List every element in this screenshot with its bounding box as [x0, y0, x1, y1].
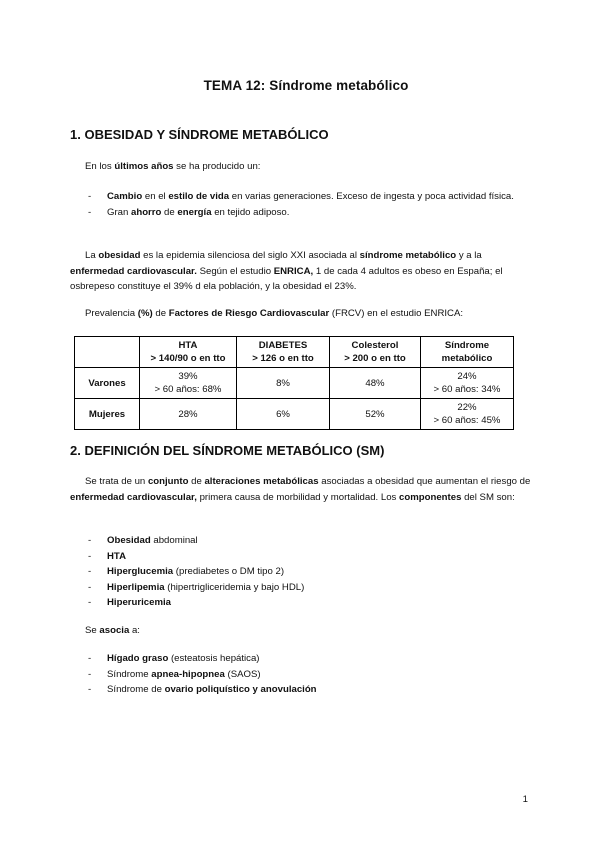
table-header-diabetes: DIABETES > 126 o en tto: [237, 337, 330, 368]
bold-text-run: Hiperglucemia: [107, 566, 174, 577]
table-row: [75, 368, 514, 399]
table-row: [75, 399, 514, 430]
section-1-intro: [70, 159, 534, 175]
cell-varones-hta: 39% > 60 años: 68%: [140, 368, 237, 399]
bold-text-run: últimos años: [114, 161, 174, 172]
cell-mujeres-sm: 22% > 60 años: 45%: [421, 399, 514, 430]
page-number: 1: [522, 794, 528, 805]
row-label-varones: Varones: [75, 368, 140, 399]
text-run: en varias generaciones. Exceso de ingesta y poca actividad física.: [229, 191, 514, 202]
bold-text-run: enfermedad cardiovascular.: [70, 265, 197, 277]
text-run: Síndrome de: [107, 684, 165, 695]
bold-text-run: Obesidad: [107, 535, 151, 546]
text-run: de: [161, 206, 178, 218]
bold-text-run: estilo de vida: [168, 191, 230, 202]
list-item: [88, 205, 528, 221]
list-item: [88, 533, 528, 549]
bold-text-run: (%): [137, 308, 153, 319]
section-1-heading: 1. OBESIDAD Y SÍNDROME METABÓLICO: [70, 127, 329, 142]
bold-text-run: Cambio: [107, 191, 143, 202]
text-run: del SM son:: [461, 491, 515, 503]
bold-text-run: Factores de Riesgo Cardiovascular: [168, 308, 330, 319]
section-1-bullet-list: [88, 189, 528, 220]
table-header-colesterol: Colesterol > 200 o en tto: [330, 337, 421, 368]
text-run: en tejido adiposo.: [211, 206, 290, 218]
text-run: (esteatosis hepática): [168, 653, 260, 664]
text-run: Prevalencia: [85, 308, 138, 319]
section-1-paragraph: [70, 248, 534, 295]
prevalence-intro: [70, 306, 534, 322]
bold-text-run: apnea-hipopnea: [151, 668, 225, 680]
table-corner-cell: [75, 337, 140, 368]
text-run: Según el estudio: [196, 265, 274, 277]
text-run: es la epidemia silenciosa del siglo XXI asociada al: [140, 250, 360, 261]
bold-text-run: componentes: [399, 491, 462, 503]
cell-mujeres-diabetes: 6%: [237, 399, 330, 430]
text-run: (hipertrigliceridemia y bajo HDL): [164, 581, 305, 593]
bold-text-run: ovario poliquístico y anovulación: [164, 684, 317, 695]
row-label-mujeres: Mujeres: [75, 399, 140, 430]
bold-text-run: ahorro: [131, 206, 162, 218]
bold-text-run: Hígado graso: [107, 653, 169, 664]
cell-mujeres-hta: 28%: [140, 399, 237, 430]
table-header-sindrome: Síndrome metabólico: [421, 337, 514, 368]
text-run: Gran: [107, 206, 131, 218]
sm-components-list: [88, 533, 528, 611]
text-run: En los: [85, 161, 115, 172]
text-run: se ha producido un:: [173, 161, 261, 172]
bold-text-run: Hiperuricemia: [107, 597, 171, 608]
section-2-heading: 2. DEFINICIÓN DEL SÍNDROME METABÓLICO (SM): [70, 443, 385, 458]
bold-text-run: conjunto: [147, 476, 189, 487]
bold-text-run: síndrome metabólico: [359, 250, 457, 261]
text-run: asociadas a obesidad que aumentan el riesgo de: [318, 476, 531, 487]
text-run: a:: [129, 625, 140, 636]
text-run: Se trata de un: [85, 476, 148, 487]
text-run: Síndrome: [107, 668, 152, 680]
bold-text-run: alteraciones metabólicas: [204, 476, 319, 487]
text-run: Se: [85, 625, 100, 636]
text-run: en el: [142, 191, 169, 202]
cell-varones-sm: 24% > 60 años: 34%: [421, 368, 514, 399]
list-item: [88, 682, 528, 698]
bold-text-run: obesidad: [98, 250, 141, 261]
text-run: (prediabetes o DM tipo 2): [173, 566, 285, 577]
page-title: TEMA 12: Síndrome metabólico: [203, 78, 409, 93]
bold-text-run: asocia: [99, 625, 130, 636]
cell-varones-colesterol: 48%: [330, 368, 421, 399]
text-run: abdominal: [150, 535, 198, 546]
section-2-paragraph: [70, 474, 534, 505]
table-header-hta: HTA > 140/90 o en tto: [140, 337, 237, 368]
list-item: [88, 651, 528, 667]
bold-text-run: ENRICA,: [273, 265, 314, 277]
list-item: [88, 667, 528, 683]
list-item: [88, 549, 528, 565]
bold-text-run: HTA: [107, 550, 127, 562]
cell-varones-diabetes: 8%: [237, 368, 330, 399]
list-item: [88, 189, 528, 205]
bold-text-run: enfermedad cardiovascular,: [70, 491, 197, 503]
associated-conditions-list: [88, 651, 528, 698]
frcv-prevalence-table: [74, 336, 514, 430]
text-run: La: [85, 250, 99, 261]
text-run: y a la: [456, 250, 482, 261]
bold-text-run: Hiperlipemia: [107, 581, 165, 593]
text-run: (FRCV) en el estudio ENRICA:: [329, 308, 464, 319]
associated-intro: [70, 623, 534, 639]
bold-text-run: energía: [177, 206, 212, 218]
text-run: de: [152, 308, 169, 319]
text-run: de: [188, 476, 205, 487]
text-run: (SAOS): [224, 668, 261, 680]
text-run: primera causa de morbilidad y mortalidad. Los: [196, 491, 400, 503]
table-header-row: [75, 337, 514, 368]
text-run: 1 de cada 4 adultos es obeso en España; el osbrepeso constituye el 39% d ela población, y la obesidad el 23%.: [70, 265, 503, 292]
list-item: [88, 595, 528, 611]
list-item: [88, 564, 528, 580]
cell-mujeres-colesterol: 52%: [330, 399, 421, 430]
list-item: [88, 580, 528, 596]
